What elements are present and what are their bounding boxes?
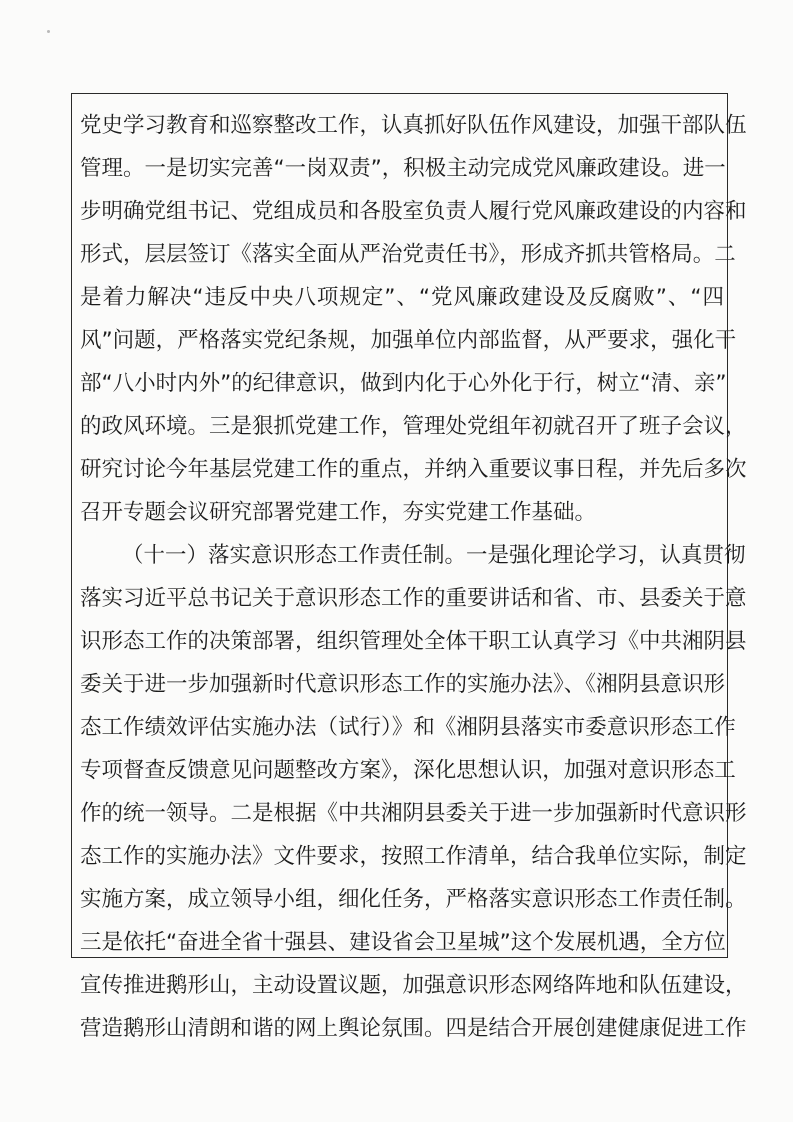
text-line: 召开专题会议研究部署党建工作，夯实党建工作基础。 bbox=[80, 500, 597, 525]
text-line: 风”问题，严格落实党纪条规，加强单位内部监督，从严要求，强化干 bbox=[80, 328, 737, 353]
text-line: 是着力解决“违反中央八项规定”、“党风廉政建设及反腐败”、“四 bbox=[80, 285, 724, 310]
text-line: 步明确党组书记、党组成员和各股室负责人履行党风廉政建设的内容和 bbox=[80, 199, 747, 224]
text-line: 实施方案，成立领导小组，细化任务，严格落实意识形态工作责任制。 bbox=[80, 887, 747, 912]
text-line: 宣传推进鹅形山，主动设置议题，加强意识形态网络阵地和队伍建设， bbox=[80, 973, 747, 998]
text-line: 党史学习教育和巡察整改工作，认真抓好队伍作风建设，加强干部队伍 bbox=[80, 113, 747, 138]
scan-speck bbox=[47, 30, 50, 33]
section-heading-line: （十一）落实意识形态工作责任制。一是强化理论学习，认真贯彻 bbox=[122, 543, 746, 568]
text-line: 的政风环境。三是狠抓党建工作，管理处党组年初就召开了班子会议， bbox=[80, 414, 747, 439]
text-line: 三是依托“奋进全省十强县、建设省会卫星城”这个发展机遇，全方位 bbox=[80, 930, 726, 955]
text-line: 态工作的实施办法》文件要求，按照工作清单，结合我单位实际，制定 bbox=[80, 844, 747, 869]
text-line: 营造鹅形山清朗和谐的网上舆论氛围。四是结合开展创建健康促进工作 bbox=[80, 1016, 747, 1041]
text-line: 形式，层层签订《落实全面从严治党责任书》，形成齐抓共管格局。二 bbox=[80, 242, 736, 267]
text-line: 作的统一领导。二是根据《中共湘阴县委关于进一步加强新时代意识形 bbox=[80, 801, 747, 826]
text-line: 识形态工作的决策部署，组织管理处全体干职工认真学习《中共湘阴县 bbox=[80, 629, 747, 654]
text-line: 部“八小时内外”的纪律意识，做到内化于心外化于行，树立“清、亲” bbox=[80, 371, 727, 396]
text-line: 研究讨论今年基层党建工作的重点，并纳入重要议事日程，并先后多次 bbox=[80, 457, 747, 482]
text-line: 态工作绩效评估实施办法（试行）》和《湘阴县落实市委意识形态工作 bbox=[80, 715, 736, 740]
text-line: 专项督查反馈意见问题整改方案》，深化思想认识，加强对意识形态工 bbox=[80, 758, 736, 783]
text-line: 落实习近平总书记关于意识形态工作的重要讲话和省、市、县委关于意 bbox=[80, 586, 747, 611]
text-line: 管理。一是切实完善“一岗双责”，积极主动完成党风廉政建设。进一 bbox=[80, 156, 726, 181]
text-line: 委关于进一步加强新时代意识形态工作的实施办法》、《湘阴县意识形 bbox=[80, 672, 726, 697]
